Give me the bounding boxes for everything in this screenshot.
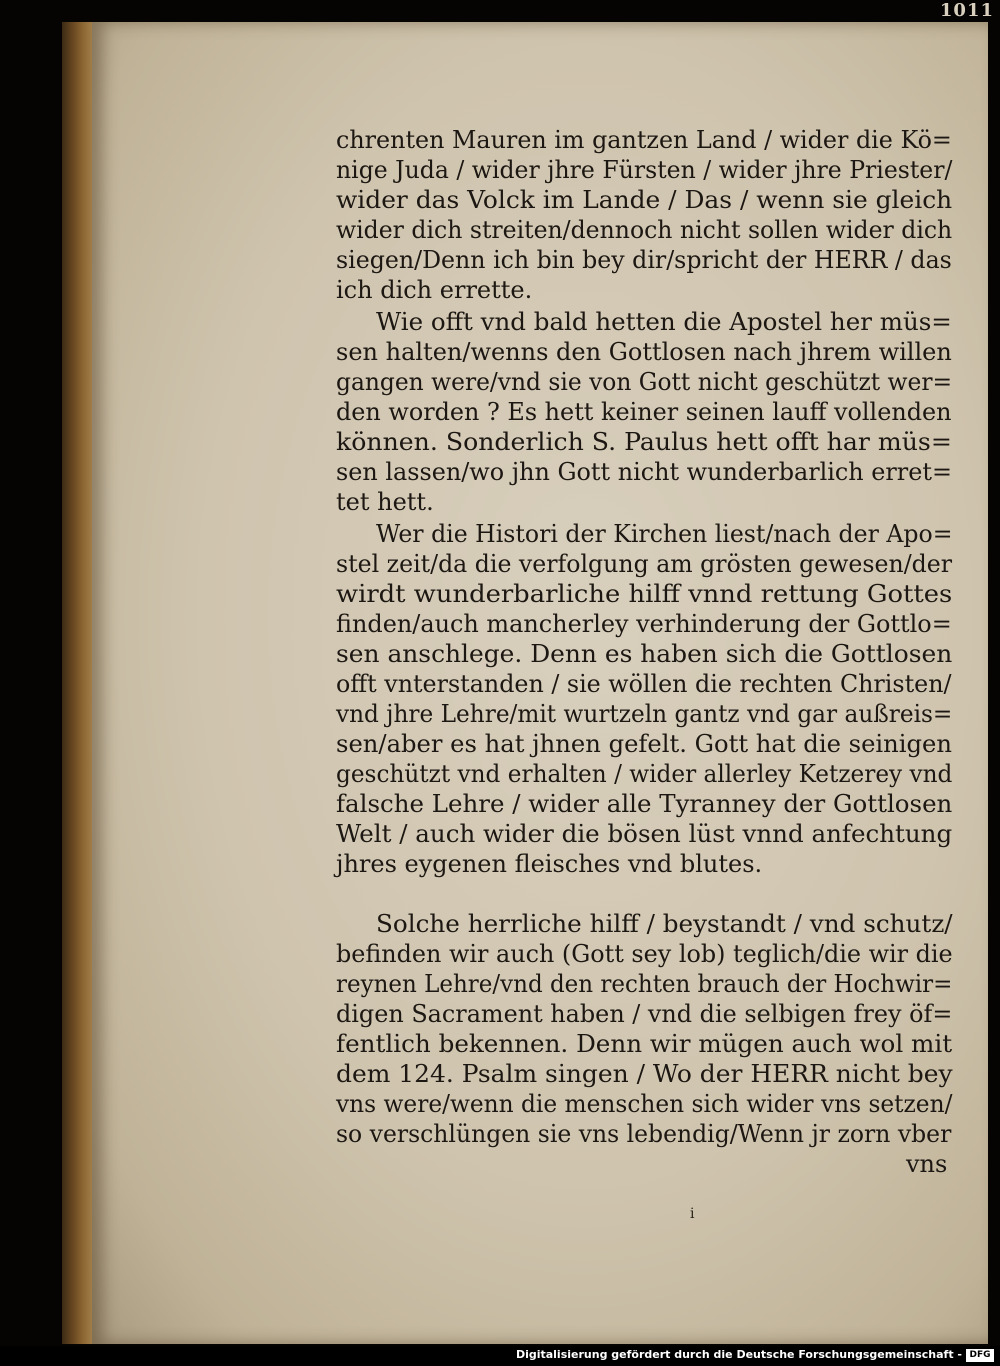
- text-line: sen/aber es hat jhnen gefelt. Gott hat die seinigen: [336, 730, 953, 758]
- text-line: wider dich streiten/dennoch nicht sollen wider dich: [336, 216, 953, 244]
- text-line: offt vnterstanden / sie wöllen die rechten Christen/: [336, 670, 952, 698]
- catchword: vns: [906, 1150, 948, 1178]
- text-line: digen Sacrament haben / vnd die selbigen frey öf=: [336, 1000, 953, 1028]
- text-line: sen halten/wenns den Gottlosen nach jhrem willen: [336, 338, 952, 366]
- text-line: können. Sonderlich S. Paulus hett offt har müs=: [336, 428, 952, 456]
- text-line: chrenten Mauren im gantzen Land / wider die Kö=: [336, 126, 952, 154]
- text-line: Solche herrliche hilff / beystandt / vnd schutz/: [376, 910, 953, 938]
- signature-mark: i: [690, 1206, 695, 1222]
- text-line: vnd jhre Lehre/mit wurtzeln gantz vnd gar außreis=: [336, 700, 953, 728]
- text-line: wirdt wunderbarliche hilff vnnd rettung Gottes: [336, 580, 953, 608]
- book-spine: [62, 22, 96, 1344]
- text-line: wider das Volck im Lande / Das / wenn sie gleich: [336, 186, 953, 214]
- text-line: geschützt vnd erhalten / wider allerley Ketzerey vnd: [336, 760, 953, 788]
- text-line: dem 124. Psalm singen / Wo der HERR nicht bey: [336, 1060, 953, 1088]
- text-line: Wie offt vnd bald hetten die Apostel her müs=: [376, 308, 952, 336]
- text-line: stel zeit/da die verfolgung am grösten gewesen/der: [336, 550, 953, 578]
- text-line: fentlich bekennen. Denn wir mügen auch wol mit: [336, 1030, 953, 1058]
- text-line: jhres eygenen fleisches vnd blutes.: [336, 850, 763, 878]
- text-line: befinden wir auch (Gott sey lob) teglich/die wir die: [336, 940, 953, 968]
- funding-credit: Digitalisierung gefördert durch die Deutsche Forschungsgemeinschaft -: [515, 1348, 962, 1361]
- dfg-logo: DFG: [966, 1349, 994, 1362]
- text-line: ich dich errette.: [336, 276, 533, 304]
- text-line: sen lassen/wo jhn Gott nicht wunderbarlich erret=: [336, 458, 952, 486]
- text-line: so verschlüngen sie vns lebendig/Wenn jr zorn vber: [336, 1120, 952, 1148]
- text-line: Welt / auch wider die bösen lüst vnnd anfechtung: [336, 820, 953, 848]
- footer-bar: [0, 1346, 1000, 1366]
- corner-page-number: 1011: [939, 0, 994, 21]
- text-line: vns were/wenn die menschen sich wider vns setzen/: [336, 1090, 953, 1118]
- text-line: nige Juda / wider jhre Fürsten / wider jhre Priester/: [336, 156, 953, 184]
- text-line: sen anschlege. Denn es haben sich die Gottlosen: [336, 640, 953, 668]
- text-line: falsche Lehre / wider alle Tyranney der Gottlosen: [336, 790, 953, 818]
- text-line: den worden ? Es hett keiner seinen lauff vollenden: [336, 398, 952, 426]
- text-line: reynen Lehre/vnd den rechten brauch der Hochwir=: [336, 970, 953, 998]
- text-line: tet hett.: [336, 488, 434, 516]
- text-line: finden/auch mancherley verhinderung der Gottlo=: [336, 610, 952, 638]
- text-line: gangen were/vnd sie von Gott nicht geschützt wer=: [336, 368, 953, 396]
- text-line: siegen/Denn ich bin bey dir/spricht der HERR / das: [336, 246, 952, 274]
- text-line: Wer die Histori der Kirchen liest/nach der Apo=: [376, 520, 953, 548]
